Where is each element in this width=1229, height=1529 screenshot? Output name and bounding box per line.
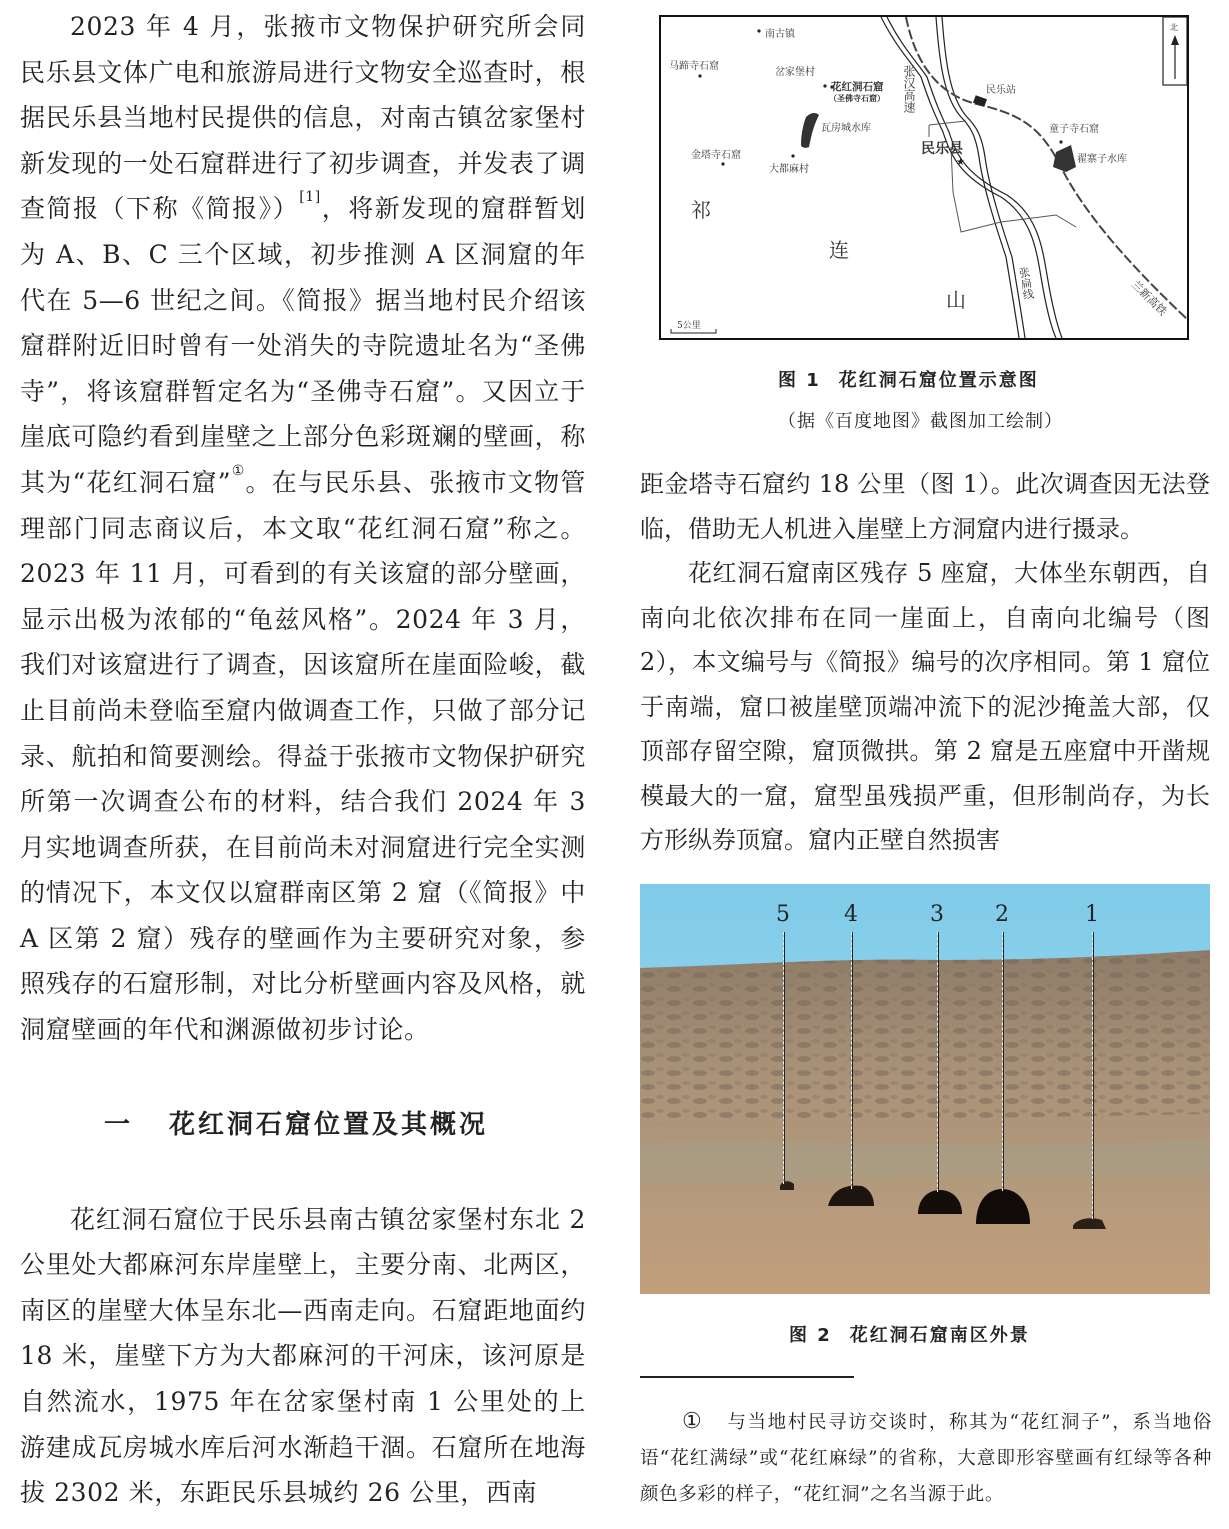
scale-label: 5公里 (677, 321, 701, 331)
label-wafangcheng: 瓦房城水库 (821, 123, 871, 134)
label-railway: 兰新高铁 (1128, 277, 1170, 319)
label-zhaizhaizi: 翟寨子水库 (1077, 154, 1127, 165)
continued-paragraph: 距金塔寺石窟约 18 公里（图 1）。此次调查因无法登临，借助无人机进入崖壁上方洞窟内进行摄录。 (640, 470, 1210, 543)
north-label: 北 (1170, 23, 1178, 32)
label-shan: 山 (946, 288, 966, 312)
dadouma-point (791, 154, 794, 157)
cave-number-3: 3 (930, 902, 944, 927)
nangu-point (757, 29, 760, 32)
figure2-number: 图 2 (789, 1325, 832, 1346)
cave-leader-line-5 (783, 932, 784, 1184)
footnote (640, 1404, 1212, 1513)
intro-text-2: ，将新发现的窟群暂划为 A、B、C 三个区域，初步推测 A 区洞窟的年代在 5—6 世纪之间。《简报》据当地村民介绍该窟群附近旧时曾有一处消失的寺院遗址名为“圣佛寺”，将该窟群暂定名为“圣佛寺石窟”。又因立于崖底可隐约看到崖壁之上部分色彩斑斓的壁画，称其为“花红洞石窟” (20, 194, 586, 497)
label-minle-station: 民乐站 (986, 85, 1016, 96)
figure2-title: 花红洞石窟南区外景 (849, 1325, 1030, 1346)
label-lian: 连 (829, 238, 849, 262)
cave-number-4: 4 (844, 902, 858, 927)
chajiabao-point (823, 84, 826, 87)
label-qi: 祁 (691, 198, 711, 222)
zhaizhaizi-reservoir (1053, 145, 1076, 172)
map-drawing (661, 17, 1187, 338)
label-shengfosi: （圣佛寺石窟） (829, 93, 885, 103)
figure1-caption (778, 366, 1039, 392)
right-column (640, 462, 1210, 863)
wafangcheng-reservoir (801, 113, 819, 148)
intro-text-3: 。在与民乐县、张掖市文物管理部门同志商议后，本文取“花红洞石窟”称之。2023 年 11 月，可看到的有关该窟的部分壁画，显示出极为浓郁的“龟兹风格”。2024 年 3 月，我们对该窟进行了调查，因该窟所在崖面险峻，截止目前尚未登临至窟内做调查工作，只做了部分记录、航拍和简要测绘。得益于张掖市文物保护研究所第一次调查公布的材料，结合我们 2024 年 3 月实地调查所获，在目前尚未对洞窟进行完全实测的情况下，本文仅以窟群南区第 2 窟（《简报》中 A 区第 2 窟）残存的壁画作为主要研究对象，参照残存的石窟形制，对比分析壁画内容及风格，就洞窟壁画的年代和渊源做初步讨论。 (20, 467, 586, 1045)
label-dadouma: 大都麻村 (769, 164, 809, 175)
county-seat-star: ★ (956, 157, 965, 168)
figure1-title: 花红洞石窟位置示意图 (838, 370, 1039, 391)
cave-leader-line-3 (937, 932, 938, 1192)
intro-text-1: 2023 年 4 月，张掖市文物保护研究所会同民乐县文体广电和旅游局进行文物安全巡查时，根据民乐县当地村民提供的信息，对南古镇岔家堡村新发现的一处石窟群进行了初步调查，并发表了调查简报（下称《简报》） (20, 12, 586, 224)
footnote-mark-1[interactable]: ① (231, 462, 246, 479)
figure2-caption (789, 1321, 1030, 1347)
north-arrow (1163, 17, 1187, 85)
cave-number-1: 1 (1085, 902, 1099, 927)
label-county-road: 张扁线 (1016, 265, 1036, 301)
figure1-number: 图 1 (778, 370, 821, 391)
cave-leader-line-4 (851, 932, 852, 1189)
caves-paragraph: 花红洞石窟南区残存 5 座窟，大体坐东朝西，自南向北依次排布在同一崖面上，自南向北编号（图 2），本文编号与《简报》编号的次序相同。第 1 窟位于南端，窟口被崖壁顶端冲流下的泥沙掩盖大部，仅顶部存留空隙，窟顶微拱。第 2 窟是五座窟中开凿规模最大的一窟，窟型虽残损严重，但形制尚存，为长方形纵券顶窟。窟内正壁自然损害 (640, 559, 1210, 854)
mati-point (698, 74, 701, 77)
footnote-mark: ① (682, 1409, 704, 1434)
label-minle-county: 民乐县 (921, 141, 963, 157)
label-jinta: 金塔寺石窟 (691, 150, 741, 161)
label-huahongdong: 花红洞石窟 (831, 81, 884, 93)
left-column (20, 4, 586, 1516)
tongzi-point (1059, 140, 1062, 143)
label-tongzi: 童子寺石窟 (1049, 124, 1099, 135)
section-title: 花红洞石窟位置及其概况 (169, 1109, 489, 1140)
label-chajiabao: 岔家堡村 (775, 67, 815, 78)
cliff-photo-drawing (640, 884, 1210, 1294)
section-heading (104, 1105, 586, 1145)
intro-paragraph (20, 4, 586, 1053)
minle-station-marker (973, 95, 987, 107)
shrub-cover (640, 950, 1210, 1124)
label-mati: 马蹄寺石窟 (669, 61, 719, 72)
jinta-point (721, 162, 724, 165)
cave-leader-line-2 (1002, 932, 1003, 1191)
cave-number-2: 2 (995, 902, 1009, 927)
scale-bar (671, 320, 716, 333)
figure1-source: （据《百度地图》截图加工绘制） (778, 411, 1063, 432)
cliff-photo (640, 884, 1210, 1294)
location-map (659, 15, 1189, 340)
cave-leader-line-1 (1092, 932, 1093, 1219)
footnote-divider (640, 1376, 854, 1378)
footnote-text: 与当地村民寻访交谈时，称其为“花红洞子”，系当地俗语“花红满绿”或“花红麻绿”的省称，大意即形容壁画有红绿等各种颜色多彩的样子，“花红洞”之名当源于此。 (640, 1412, 1212, 1505)
label-nangu: 南古镇 (765, 29, 795, 40)
cave-number-5: 5 (776, 902, 790, 927)
section-number: 一 (104, 1109, 134, 1140)
location-paragraph: 花红洞石窟位于民乐县南古镇岔家堡村东北 2 公里处大都麻河东岸崖壁上，主要分南、北两区，南区的崖壁大体呈东北—西南走向。石窟距地面约 18 米，崖壁下方为大都麻河的干河床，该河原是自然流水，1975 年在岔家堡村南 1 公里处的上游建成瓦房城水库后河水渐趋干涸。石窟所在地海拔 2302 米，东距民乐县城约 26 公里，西南 (20, 1204, 586, 1508)
reference-1[interactable]: [1] (299, 189, 321, 206)
label-expressway: 张汉高速 (902, 65, 916, 113)
